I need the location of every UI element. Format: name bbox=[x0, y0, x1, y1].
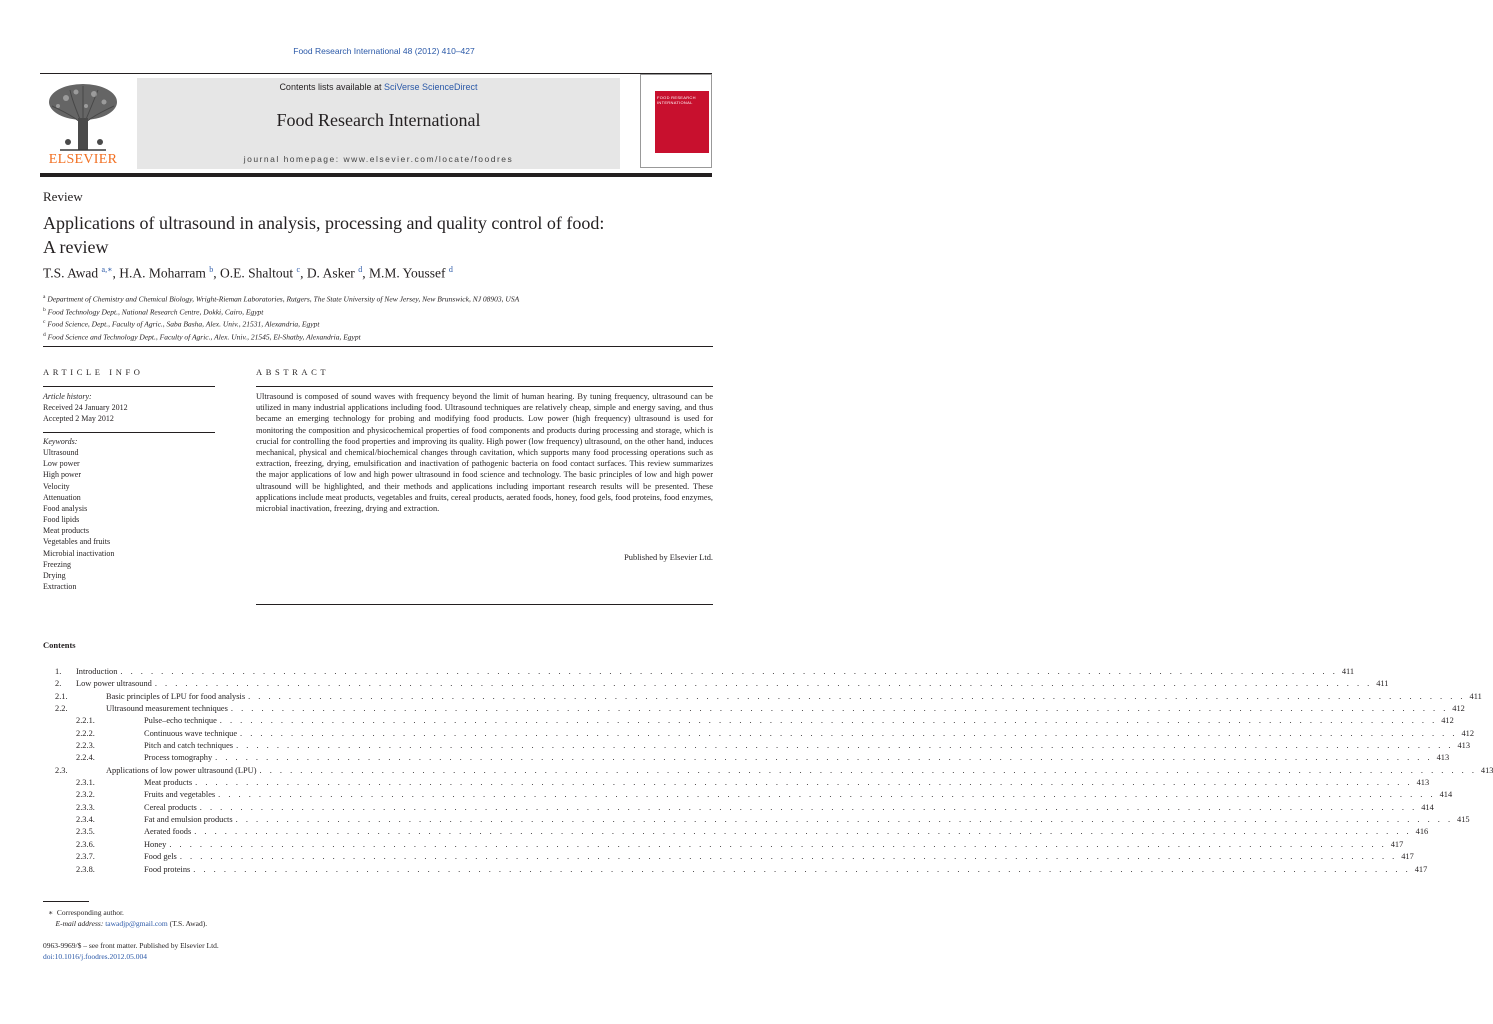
toc-leader-dots: . . . . . . . . . . . . . . . . . . . . . . . . . . . . . . . . . . . . . . . . . . . . . . . . . . . . . . . . . . . . . . . . . . . . . . . . . . . . . . . . . . . . . . . . . . . . . . . . . . . . . . . . . . . . . . . . . . . . . . . . bbox=[218, 790, 1436, 800]
toc-entry[interactable] bbox=[43, 790, 1453, 802]
keyword: Food analysis bbox=[43, 503, 88, 513]
toc-entry[interactable] bbox=[43, 741, 1471, 753]
divider bbox=[256, 604, 713, 605]
article-info-heading: ARTICLE INFO bbox=[43, 367, 144, 377]
toc-entry[interactable] bbox=[43, 864, 1428, 877]
toc-leader-dots: . . . . . . . . . . . . . . . . . . . . . . . . . . . . . . . . . . . . . . . . . . . . . . . . . . . . . . . . . . . . . . . . . . . . . . . . . . . . . . . . . . . . . . . . . . . . . . . . . . . . . . . . . . . . . . . . . . . . . . . . bbox=[219, 716, 1438, 726]
toc-label[interactable]: Basic principles of LPU for food analysis bbox=[106, 692, 248, 701]
keyword: Velocity bbox=[43, 481, 70, 491]
toc-page-number: 413 bbox=[1453, 741, 1470, 750]
toc-leader-dots: . . . . . . . . . . . . . . . . . . . . . . . . . . . . . . . . . . . . . . . . . . . . . . . . . . . . . . . . . . . . . . . . . . . . . . . . . . . . . . . . . . . . . . . . . . . . . . . . . . . . . . . . . . . . . . . . . . . . . . . . bbox=[235, 815, 1454, 825]
toc-number: 2.2. bbox=[55, 704, 68, 714]
affiliations bbox=[43, 292, 713, 342]
toc-label[interactable]: Food gels bbox=[144, 852, 180, 861]
toc-number: 2.3.6. bbox=[76, 839, 95, 849]
journal-reference[interactable]: Food Research International 48 (2012) 410–427 bbox=[293, 46, 475, 56]
toc-page-number: 414 bbox=[1417, 803, 1434, 812]
toc-entry[interactable] bbox=[43, 728, 1475, 741]
contents-prefix: Contents lists available at bbox=[279, 82, 384, 92]
toc-number: 2.3.4. bbox=[76, 815, 95, 825]
toc-number: 2.2.4. bbox=[76, 753, 95, 763]
received-date: Received 24 January 2012 bbox=[43, 403, 128, 412]
toc-leader-dots: . . . . . . . . . . . . . . . . . . . . . . . . . . . . . . . . . . . . . . . . . . . . . . . . . . . . . . . . . . . . . . . . . . . . . . . . . . . . . . . . . . . . . . . . . . . . . . . . . . . . . . . . . . . . . . . . . . . . . . . . bbox=[248, 691, 1466, 701]
toc-entry[interactable] bbox=[43, 815, 1470, 827]
divider bbox=[43, 432, 215, 433]
toc-leader-dots: . . . . . . . . . . . . . . . . . . . . . . . . . . . . . . . . . . . . . . . . . . . . . . . . . . . . . . . . . . . . . . . . . . . . . . . . . . . . . . . . . . . . . . . . . . . . . . . . . . . . . . . . . . . . . . . . . . . . . . . . bbox=[240, 728, 1458, 738]
divider bbox=[256, 386, 713, 387]
table-of-contents bbox=[43, 667, 1493, 877]
author-list: T.S. Awad $^{a,∗}$, H.A. Moharram $^b$, O.E. Shaltout $^c$, D. Asker $^d$, M.M. Youssef $^d$ bbox=[43, 265, 453, 281]
toc-label[interactable]: Applications of low power ultrasound (LPU) bbox=[106, 766, 260, 775]
toc-entry[interactable] bbox=[43, 839, 1404, 852]
author: D. Asker bbox=[306, 265, 355, 281]
toc-label[interactable]: Low power ultrasound bbox=[76, 679, 155, 688]
corresponding-author-footnote: ∗ Corresponding author. E-mail address: tawadjp@gmail.com (T.S. Awad). bbox=[48, 908, 208, 928]
toc-entry[interactable] bbox=[43, 778, 1430, 790]
toc-label[interactable]: Food proteins bbox=[144, 865, 193, 874]
toc-label[interactable]: Cereal products bbox=[144, 803, 200, 812]
article-title: Applications of ultrasound in analysis, processing and quality control of food: A review bbox=[43, 213, 605, 257]
author: T.S. Awad bbox=[43, 265, 99, 281]
doi-link[interactable]: doi:10.1016/j.foodres.2012.05.004 bbox=[43, 952, 147, 961]
affiliation: $^c$ Food Science, Dept., Faculty of Agric., Saba Basha, Alex. Univ., 21531, Alexandria, Egypt bbox=[43, 319, 320, 329]
toc-entry[interactable] bbox=[43, 691, 1482, 704]
toc-leader-dots: . . . . . . . . . . . . . . . . . . . . . . . . . . . . . . . . . . . . . . . . . . . . . . . . . . . . . . . . . . . . . . . . . . . . . . . . . . . . . . . . . . . . . . . . . . . . . . . . . . . . . . . . . . . . . . . . . . . . . . . . bbox=[259, 765, 1477, 775]
toc-entry[interactable] bbox=[43, 802, 1434, 815]
keyword: Meat products bbox=[43, 526, 89, 536]
author-affil-link[interactable]: d bbox=[358, 265, 363, 274]
toc-number: 2.3.5. bbox=[76, 827, 95, 837]
keywords-list bbox=[43, 436, 114, 592]
keyword: Food lipids bbox=[43, 515, 80, 525]
elsevier-logo bbox=[42, 80, 124, 168]
journal-homepage[interactable]: journal homepage: www.elsevier.com/locate/foodres bbox=[243, 154, 514, 164]
abstract-heading: ABSTRACT bbox=[256, 367, 330, 377]
toc-label[interactable]: Ultrasound measurement techniques bbox=[106, 704, 231, 713]
published-by: Published by Elsevier Ltd. bbox=[624, 553, 713, 562]
toc-leader-dots: . . . . . . . . . . . . . . . . . . . . . . . . . . . . . . . . . . . . . . . . . . . . . . . . . . . . . . . . . . . . . . . . . . . . . . . . . . . . . . . . . . . . . . . . . . . . . . . . . . . . . . . . . . . . . . . . . . . . . . . . bbox=[230, 704, 1449, 714]
toc-leader-dots: . . . . . . . . . . . . . . . . . . . . . . . . . . . . . . . . . . . . . . . . . . . . . . . . . . . . . . . . . . . . . . . . . . . . . . . . . . . . . . . . . . . . . . . . . . . . . . . . . . . . . . . . . . . . . . . . . . . . . . . . bbox=[195, 778, 1413, 788]
keywords-label: Keywords: bbox=[43, 437, 78, 446]
toc-page-number: 415 bbox=[1453, 815, 1470, 824]
journal-cover-thumbnail bbox=[640, 74, 712, 168]
toc-leader-dots: . . . . . . . . . . . . . . . . . . . . . . . . . . . . . . . . . . . . . . . . . . . . . . . . . . . . . . . . . . . . . . . . . . . . . . . . . . . . . . . . . . . . . . . . . . . . . . . . . . . . . . . . . . . . . . . . . . . . . . . . bbox=[154, 679, 1373, 689]
author: O.E. Shaltout bbox=[220, 265, 294, 281]
toc-label[interactable]: Introduction bbox=[76, 667, 120, 676]
keyword: Drying bbox=[43, 570, 66, 580]
abstract-text: Ultrasound is composed of sound waves with frequency beyond the limit of human hearing. By tuning frequency, ultrasound can be utilized in many industrial applications including food. Ultrasound techniques are relatively cheap, simple and energy saving, and thus became an emerging technology for probing and modifying food products. Low power (high frequency) ultrasound is used for monitoring the composition and physicochemical properties of food components and products during processing and storage, which is crucial for controlling the food properties and improving its quality. High power (low frequency) ultrasound, on the other hand, induces mechanical, physical and chemical/biochemical changes through cavitation, which supports many food processing operations such as extraction, freezing, drying, emulsification and inactivation of pathogenic bacteria on food contact surfaces. This review summarizes the major applications of low and high power ultrasound in food science and technology. The basic principles of low and high power ultrasound will be highlighted, and their methods and applications including important research results will be presented. These applications include meat products, vegetables and fruits, cereal products, aerated foods, honey, food gels, food proteins, food enzymes, microbial inactivation, freezing, drying and extraction. bbox=[256, 392, 713, 514]
toc-entry[interactable] bbox=[43, 679, 1389, 691]
author-affil-link[interactable]: a,∗ bbox=[101, 265, 113, 274]
toc-page-number: 411 bbox=[1372, 679, 1388, 688]
toc-page-number: 412 bbox=[1457, 729, 1474, 738]
toc-number: 1. bbox=[55, 667, 62, 676]
author-affil-link[interactable]: c bbox=[296, 265, 301, 274]
article-type: Review bbox=[43, 189, 83, 204]
issn-line: 0963-9969/$ – see front matter. Published by Elsevier Ltd. doi:10.1016/j.foodres.2012.05.004 bbox=[43, 941, 219, 961]
toc-entry[interactable] bbox=[43, 667, 1355, 679]
toc-leader-dots: . . . . . . . . . . . . . . . . . . . . . . . . . . . . . . . . . . . . . . . . . . . . . . . . . . . . . . . . . . . . . . . . . . . . . . . . . . . . . . . . . . . . . . . . . . . . . . . . . . . . . . . . . . . . . . . . . . . . . . . . bbox=[193, 864, 1411, 874]
toc-leader-dots: . . . . . . . . . . . . . . . . . . . . . . . . . . . . . . . . . . . . . . . . . . . . . . . . . . . . . . . . . . . . . . . . . . . . . . . . . . . . . . . . . . . . . . . . . . . . . . . . . . . . . . . . . . . . . . . . . . . . . . . . bbox=[179, 852, 1398, 862]
affiliation: $^b$ Food Technology Dept., National Research Centre, Dokki, Cairo, Egypt bbox=[43, 306, 264, 316]
divider bbox=[43, 386, 215, 387]
keyword: Freezing bbox=[43, 559, 71, 569]
toc-entry[interactable] bbox=[43, 827, 1429, 839]
toc-entry[interactable] bbox=[43, 716, 1454, 728]
toc-label[interactable]: Fat and emulsion products bbox=[144, 815, 236, 824]
author: M.M. Youssef bbox=[368, 265, 446, 281]
header-top-rule bbox=[40, 73, 712, 74]
toc-page-number: 413 bbox=[1413, 778, 1430, 787]
header-thick-rule bbox=[40, 173, 712, 177]
sciencedirect-link[interactable]: SciVerse ScienceDirect bbox=[384, 82, 478, 92]
footnote-rule bbox=[43, 901, 89, 902]
toc-leader-dots: . . . . . . . . . . . . . . . . . . . . . . . . . . . . . . . . . . . . . . . . . . . . . . . . . . . . . . . . . . . . . . . . . . . . . . . . . . . . . . . . . . . . . . . . . . . . . . . . . . . . . . . . . . . . . . . . . . . . . . . . bbox=[215, 753, 1433, 763]
keyword: High power bbox=[43, 470, 81, 480]
toc-number: 2.3.1. bbox=[76, 778, 95, 788]
history-label: Article history: bbox=[43, 392, 92, 401]
divider bbox=[43, 346, 713, 347]
toc-label[interactable]: Pulse–echo technique bbox=[144, 716, 220, 725]
toc-leader-dots: . . . . . . . . . . . . . . . . . . . . . . . . . . . . . . . . . . . . . . . . . . . . . . . . . . . . . . . . . . . . . . . . . . . . . . . . . . . . . . . . . . . . . . . . . . . . . . . . . . . . . . . . . . . . . . . . . . . . . . . . bbox=[120, 667, 1338, 676]
keyword: Vegetables and fruits bbox=[43, 537, 111, 547]
article-history bbox=[43, 391, 128, 424]
contents-available-line bbox=[137, 82, 620, 92]
toc-page-number: 414 bbox=[1436, 790, 1453, 799]
cover-title: FOOD RESEARCH INTERNATIONAL bbox=[657, 95, 696, 105]
toc-number: 2.3.3. bbox=[76, 802, 95, 812]
author-affil-link[interactable]: b bbox=[209, 265, 214, 274]
toc-leader-dots: . . . . . . . . . . . . . . . . . . . . . . . . . . . . . . . . . . . . . . . . . . . . . . . . . . . . . . . . . . . . . . . . . . . . . . . . . . . . . . . . . . . . . . . . . . . . . . . . . . . . . . . . . . . . . . . . . . . . . . . . bbox=[236, 741, 1454, 751]
keyword: Extraction bbox=[43, 582, 77, 592]
toc-leader-dots: . . . . . . . . . . . . . . . . . . . . . . . . . . . . . . . . . . . . . . . . . . . . . . . . . . . . . . . . . . . . . . . . . . . . . . . . . . . . . . . . . . . . . . . . . . . . . . . . . . . . . . . . . . . . . . . . . . . . . . . . bbox=[169, 839, 1387, 849]
accepted-date: Accepted 2 May 2012 bbox=[43, 414, 114, 423]
toc-page-number: 413 bbox=[1477, 766, 1493, 775]
toc-page-number: 412 bbox=[1448, 704, 1465, 713]
toc-entry[interactable] bbox=[43, 765, 1493, 778]
toc-entry[interactable] bbox=[43, 852, 1414, 864]
journal-name: Food Research International bbox=[276, 110, 481, 130]
toc-number: 2.3.8. bbox=[76, 864, 95, 874]
elsevier-tree-icon bbox=[42, 80, 124, 152]
toc-number: 2.3.7. bbox=[76, 852, 95, 862]
toc-label[interactable]: Aerated foods bbox=[144, 827, 194, 836]
toc-entry[interactable] bbox=[43, 753, 1450, 765]
author-affil-link[interactable]: d bbox=[448, 265, 453, 274]
toc-label[interactable]: Continuous wave technique bbox=[144, 729, 240, 738]
email-link[interactable]: tawadjp@gmail.com bbox=[105, 919, 168, 928]
elsevier-wordmark: ELSEVIER bbox=[48, 152, 118, 167]
toc-label[interactable]: Honey bbox=[144, 840, 169, 849]
toc-number: 2.2.2. bbox=[76, 728, 95, 738]
toc-number: 2.2.1. bbox=[76, 716, 95, 726]
toc-page-number: 413 bbox=[1433, 753, 1450, 762]
toc-number: 2. bbox=[55, 679, 62, 689]
toc-number: 2.3. bbox=[55, 765, 68, 775]
affiliation: $^d$ Food Science and Technology Dept., Faculty of Agric., Alex. Univ., 21545, El-Shatby, Alexandria, Egypt bbox=[43, 331, 361, 341]
keyword: Microbial inactivation bbox=[43, 548, 115, 558]
toc-page-number: 417 bbox=[1397, 852, 1414, 861]
affiliation: $^a$ Department of Chemistry and Chemical Biology, Wright-Rieman Laboratories, Rutgers, The State University of New Jersey, New Brunswick, NJ 08903, USA bbox=[43, 294, 520, 304]
toc-page-number: 417 bbox=[1387, 840, 1404, 849]
keyword: Attenuation bbox=[43, 492, 81, 502]
toc-number: 2.3.2. bbox=[76, 790, 95, 800]
toc-page-number: 411 bbox=[1466, 692, 1482, 701]
keyword: Low power bbox=[43, 459, 80, 469]
toc-entry[interactable] bbox=[43, 704, 1465, 716]
author: H.A. Moharram bbox=[119, 265, 206, 281]
toc-number: 2.1. bbox=[55, 691, 68, 701]
toc-label[interactable]: Pitch and catch techniques bbox=[144, 741, 236, 750]
toc-label[interactable]: Fruits and vegetables bbox=[144, 790, 218, 799]
toc-label[interactable]: Process tomography bbox=[144, 753, 215, 762]
toc-page-number: 417 bbox=[1411, 865, 1428, 874]
toc-page-number: 416 bbox=[1412, 827, 1429, 836]
toc-number: 2.2.3. bbox=[76, 741, 95, 751]
toc-page-number: 411 bbox=[1338, 667, 1354, 676]
toc-page-number: 412 bbox=[1437, 716, 1454, 725]
toc-leader-dots: . . . . . . . . . . . . . . . . . . . . . . . . . . . . . . . . . . . . . . . . . . . . . . . . . . . . . . . . . . . . . . . . . . . . . . . . . . . . . . . . . . . . . . . . . . . . . . . . . . . . . . . . . . . . . . . . . . . . . . . . bbox=[194, 827, 1412, 837]
toc-label[interactable]: Meat products bbox=[144, 778, 195, 787]
toc-leader-dots: . . . . . . . . . . . . . . . . . . . . . . . . . . . . . . . . . . . . . . . . . . . . . . . . . . . . . . . . . . . . . . . . . . . . . . . . . . . . . . . . . . . . . . . . . . . . . . . . . . . . . . . . . . . . . . . . . . . . . . . . bbox=[199, 802, 1418, 812]
keyword: Ultrasound bbox=[43, 448, 79, 458]
contents-heading: Contents bbox=[43, 640, 76, 650]
